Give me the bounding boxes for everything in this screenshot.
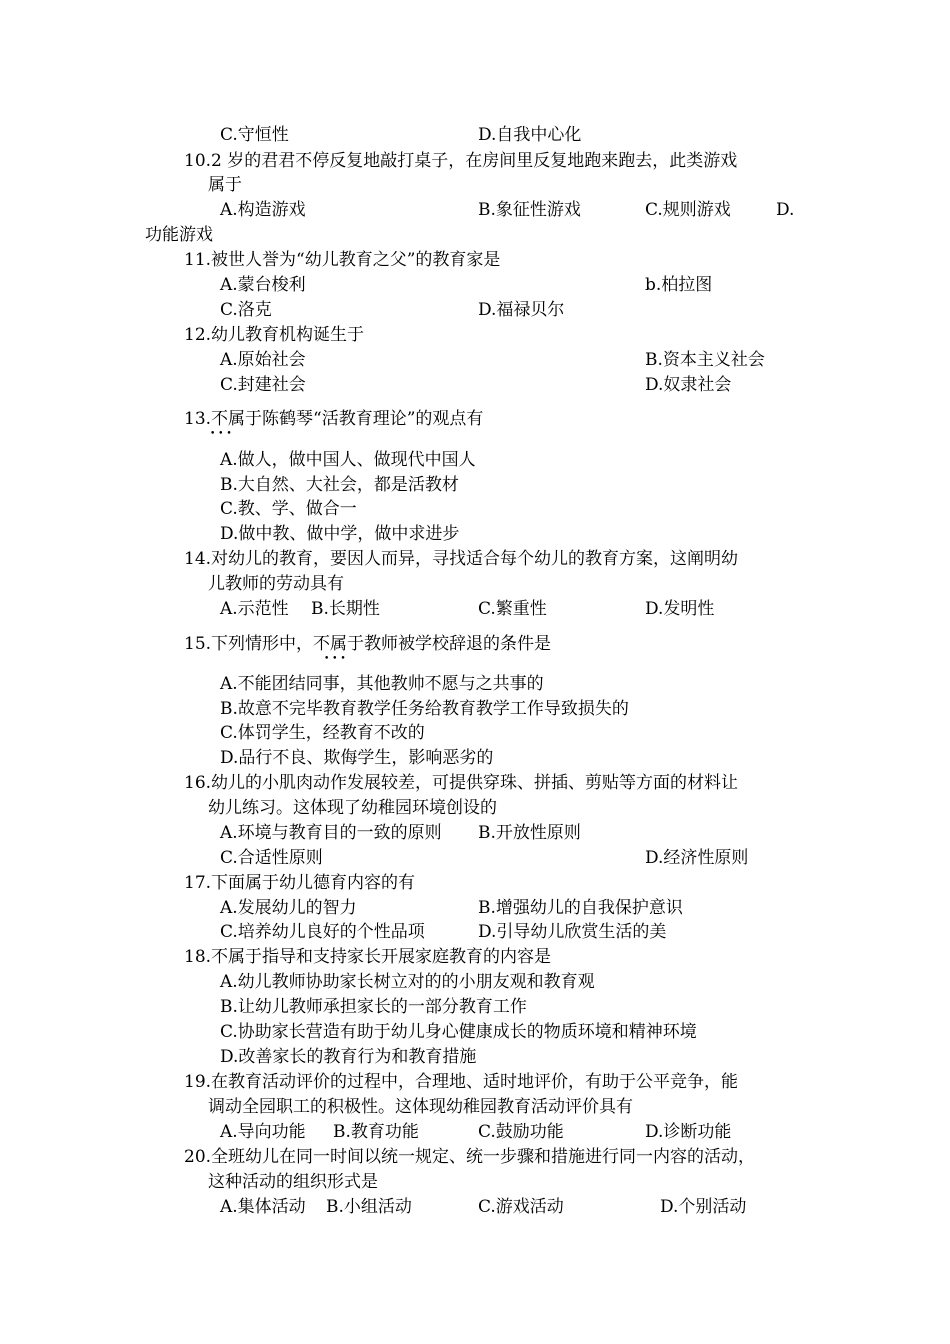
option-a: A.原始社会: [220, 350, 306, 370]
option-b: b.柏拉图: [645, 275, 713, 295]
option-d: D.个别活动: [660, 1197, 747, 1217]
question-15: 15.下列情形中，不属于教师被学校辞退的条件是: [184, 634, 552, 654]
option-c: C.体罚学生，经教育不改的: [220, 723, 425, 743]
question-13: 13.不属于陈鹤琴“活教育理论”的观点有: [184, 409, 484, 429]
option-b: B.大自然、大社会，都是活教材: [220, 475, 459, 495]
option-d: D.改善家长的教育行为和教育措施: [220, 1047, 477, 1067]
question-14: 14.对幼儿的教育，要因人而异，寻找适合每个幼儿的教育方案，这阐明幼: [184, 549, 739, 569]
question-14-cont: 儿教师的劳动具有: [208, 574, 344, 594]
option-d: D.经济性原则: [645, 848, 749, 868]
question-11: 11.被世人誉为“幼儿教育之父”的教育家是: [184, 250, 501, 270]
question-20-cont: 这种活动的组织形式是: [208, 1172, 378, 1192]
option-b: B.长期性: [311, 599, 380, 619]
option-b: B.资本主义社会: [645, 350, 765, 370]
option-d: D.诊断功能: [645, 1122, 732, 1142]
option-c: C.繁重性: [478, 599, 547, 619]
option-d: D.引导幼儿欣赏生活的美: [478, 922, 667, 942]
option-d: D.做中教、做中学，做中求进步: [220, 524, 460, 544]
emphasis-dots: • • •: [324, 654, 346, 664]
option-c: C.鼓励功能: [478, 1122, 564, 1142]
option-a: A.导向功能: [220, 1122, 306, 1142]
option-d: D.福禄贝尔: [478, 300, 565, 320]
option-a: A.幼儿教师协助家长树立对的的小朋友观和教育观: [220, 972, 595, 992]
option-a: A.示范性: [220, 599, 289, 619]
option-b: B.故意不完毕教育教学任务给教育教学工作导致损失的: [220, 699, 629, 719]
option-d: D.发明性: [645, 599, 715, 619]
emphasis-dots: • • •: [210, 429, 232, 439]
option-d-cont: 功能游戏: [145, 225, 213, 245]
question-16: 16.幼儿的小肌肉动作发展较差，可提供穿珠、拼插、剪贴等方面的材料让: [184, 773, 739, 793]
question-18: 18.不属于指导和支持家长开展家庭教育的内容是: [184, 947, 552, 967]
question-20: 20.全班幼儿在同一时间以统一规定、统一步骤和措施进行同一内容的活动，: [184, 1147, 756, 1167]
question-19-cont: 调动全园职工的积极性。这体现幼稚园教育活动评价具有: [208, 1097, 633, 1117]
option-b: B.开放性原则: [478, 823, 581, 843]
option-a: A.做人，做中国人、做现代中国人: [220, 450, 476, 470]
option-a: A.发展幼儿的智力: [220, 898, 357, 918]
option-c: C.协助家长营造有助于幼儿身心健康成长的物质环境和精神环境: [220, 1022, 697, 1042]
option-c: C.洛克: [220, 300, 272, 320]
question-19: 19.在教育活动评价的过程中，合理地、适时地评价，有助于公平竞争，能: [184, 1072, 739, 1092]
option-c: C.封建社会: [220, 375, 306, 395]
option-c: C.规则游戏: [645, 200, 731, 220]
question-10-cont: 属于: [208, 175, 242, 195]
option-b: B.增强幼儿的自我保护意识: [478, 898, 683, 918]
option-a: A.不能团结同事，其他教帅不愿与之共事的: [220, 674, 544, 694]
option-d: D.奴隶社会: [645, 375, 732, 395]
option-c: C.培养幼儿良好的个性品项: [220, 922, 425, 942]
question-12: 12.幼儿教育机构诞生于: [184, 325, 365, 345]
option-b: B.象征性游戏: [478, 200, 581, 220]
option-a: A.蒙台梭利: [220, 275, 306, 295]
option-a: A.构造游戏: [220, 200, 306, 220]
option-c: C.游戏活动: [478, 1197, 564, 1217]
question-10: 10.2 岁的君君不停反复地敲打桌子，在房间里反复地跑来跑去，此类游戏: [184, 151, 738, 171]
question-17: 17.下面属于幼儿德育内容的有: [184, 873, 416, 893]
question-16-cont: 幼儿练习。这体现了幼稚园环境创设的: [208, 798, 497, 818]
option-d: D.: [776, 200, 795, 220]
option-c: C.合适性原则: [220, 848, 323, 868]
option-a: A.集体活动: [220, 1197, 306, 1217]
option-d: D.品行不良、欺侮学生，影响恶劣的: [220, 748, 494, 768]
option-b: B.教育功能: [333, 1122, 419, 1142]
option-d: D.自我中心化: [478, 125, 582, 145]
option-c: C.守恒性: [220, 125, 289, 145]
option-c: C.教、学、做合一: [220, 499, 357, 519]
option-b: B.让幼儿教师承担家长的一部分教育工作: [220, 997, 527, 1017]
option-b: B.小组活动: [326, 1197, 412, 1217]
option-a: A.环境与教育目的一致的原则: [220, 823, 442, 843]
